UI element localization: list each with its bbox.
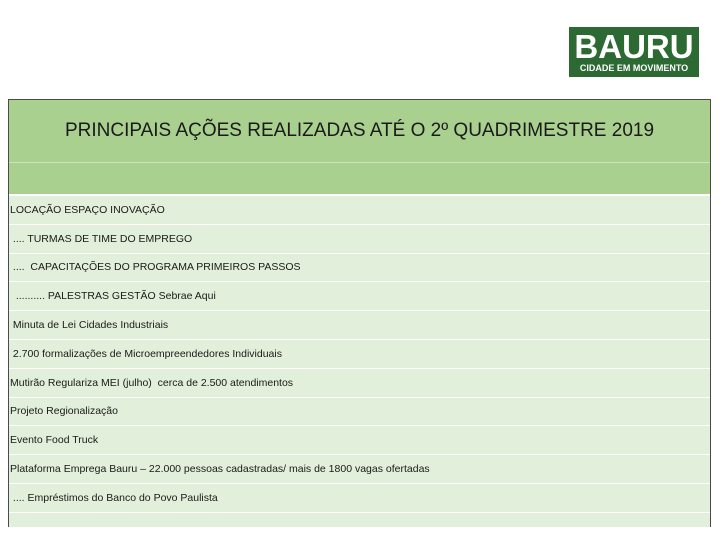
table-row: 2.700 formalizações de Microempreendedores Individuais xyxy=(9,340,710,369)
table-row: .... CAPACITAÇÕES DO PROGRAMA PRIMEIROS PASSOS xyxy=(9,254,710,283)
actions-table xyxy=(8,99,711,527)
table-subheader xyxy=(9,163,710,196)
logo-main-text: BAURU xyxy=(574,27,694,65)
table-row: Evento Food Truck xyxy=(9,426,710,455)
table-row-empty xyxy=(9,513,710,527)
table-row: Mutirão Regulariza MEI (julho) cerca de 2.500 atendimentos xyxy=(9,369,710,398)
table-row: Plataforma Emprega Bauru – 22.000 pessoas cadastradas/ mais de 1800 vagas ofertadas xyxy=(9,455,710,484)
table-row: .......... PALESTRAS GESTÃO Sebrae Aqui xyxy=(9,282,710,311)
bauru-logo xyxy=(569,27,699,77)
table-row: .... Empréstimos do Banco do Povo Paulista xyxy=(9,484,710,513)
table-title: PRINCIPAIS AÇÕES REALIZADAS ATÉ O 2º QUADRIMESTRE 2019 xyxy=(64,120,655,141)
table-row: Projeto Regionalização xyxy=(9,398,710,427)
table-row: Minuta de Lei Cidades Industriais xyxy=(9,311,710,340)
table-row: LOCAÇÃO ESPAÇO INOVAÇÃO xyxy=(9,196,710,225)
logo-tagline: CIDADE EM MOVIMENTO xyxy=(579,62,689,73)
table-header xyxy=(9,100,710,163)
table-body xyxy=(9,196,710,513)
table-row: .... TURMAS DE TIME DO EMPREGO xyxy=(9,225,710,254)
